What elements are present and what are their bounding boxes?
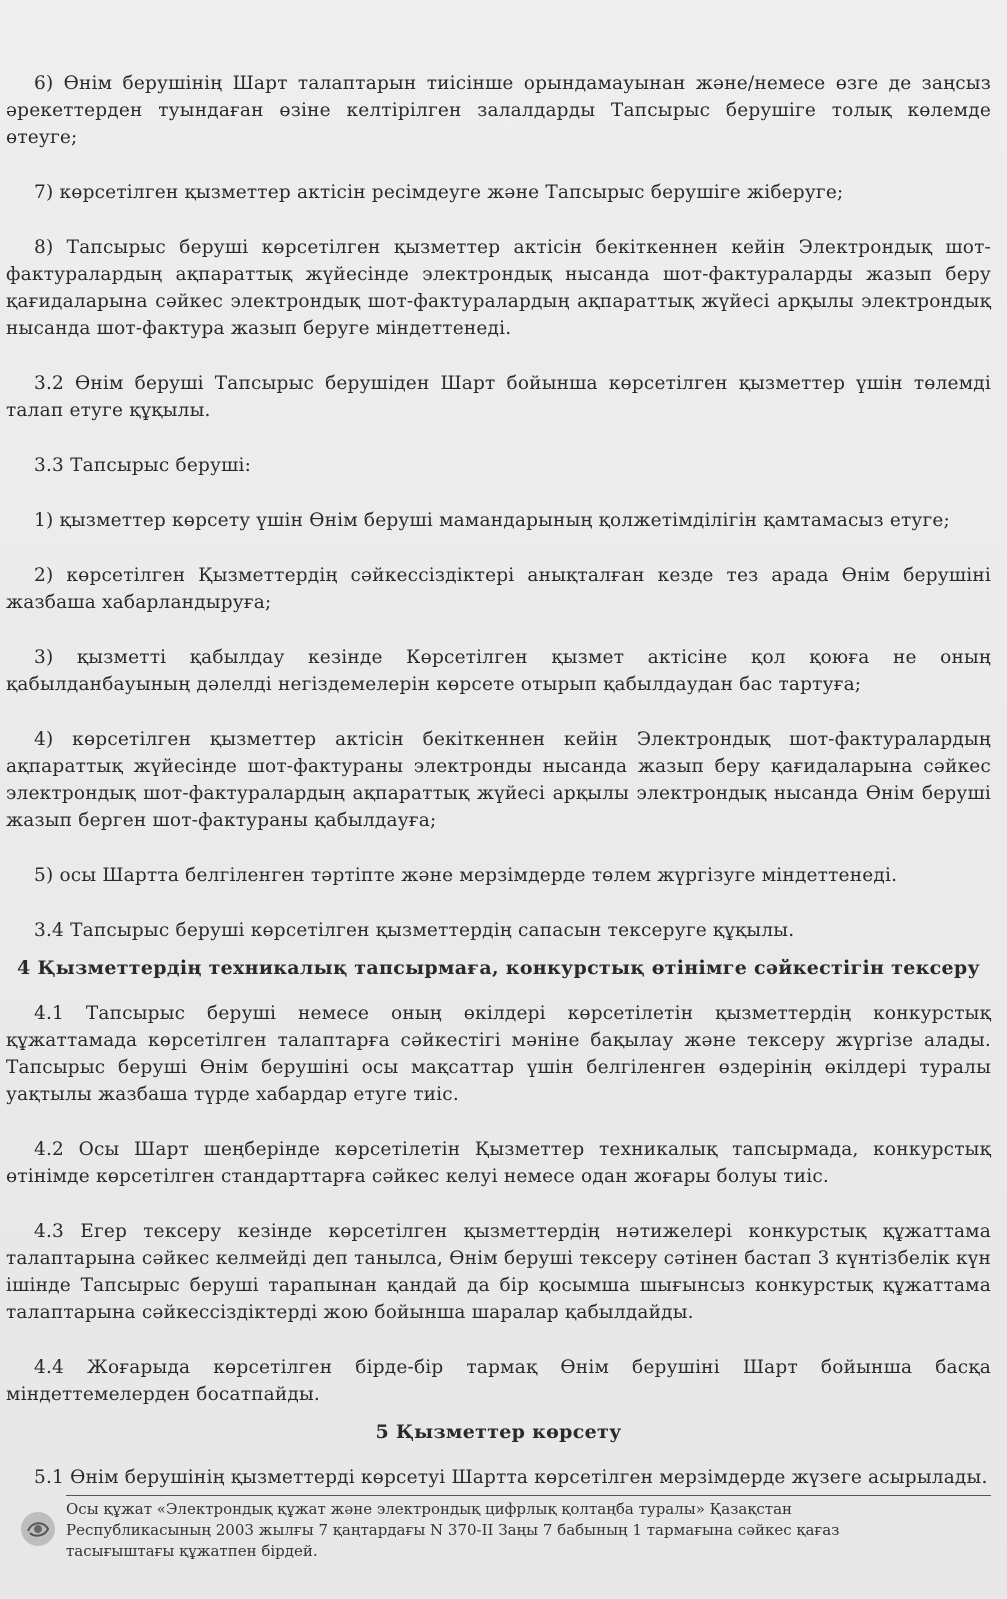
footer-line-3: тасығыштағы құжатпен бірдей.	[66, 1542, 318, 1560]
clause-3-2: 3.2 Өнім беруші Тапсырыс берушіден Шарт бойынша көрсетілген қызметтер үшін төлемді талап етуге құқылы.	[6, 373, 991, 421]
clause-3-3: 3.3 Тапсырыс беруші:	[34, 455, 252, 476]
footer-line-1: Осы құжат «Электрондық құжат және электрондық цифрлық қолтаңба туралы» Қазақстан	[66, 1500, 793, 1518]
document-body	[6, 70, 991, 1519]
clause-3-3-3: 3) қызметті қабылдау кезінде Көрсетілген қызмет актісіне қол қоюға не оның қабылданбауының дәлелді негіздемелерін көрсете отырып қабылдаудан бас тартуға;	[6, 647, 991, 695]
clause-3-3-5: 5) осы Шартта белгіленген тәртіпте және мерзімдерде төлем жүргізуге міндеттенеді.	[34, 865, 898, 886]
clause-3-1-8: 8) Тапсырыс беруші көрсетілген қызметтер актісін бекіткеннен кейін Электрондық шот-фактуралардың ақпараттық жүйесінде электрондық нысанда шот-фактураларды жазып беру қағидаларына сәйкес электрондық шот-фактуралардың ақпараттық жүйесі арқылы электрондық нысанда шот-фактура жазып беруге міндеттенеді.	[6, 237, 991, 339]
section-5-heading: 5 Қызметтер көрсету	[375, 1421, 622, 1443]
clause-4-4: 4.4 Жоғарыда көрсетілген бірде-бір тармақ Өнім берушіні Шарт бойынша басқа міндеттемелерден босатпайды.	[6, 1357, 991, 1405]
footer-line-2: Республикасының 2003 жылғы 7 қаңтардағы N 370-II Заңы 7 бабының 1 тармағына сәйкес қағаз	[66, 1521, 840, 1539]
electronic-signature-seal-icon	[18, 1509, 58, 1549]
clause-3-1-7: 7) көрсетілген қызметтер актісін ресімдеуге және Тапсырыс берушіге жіберуге;	[34, 182, 844, 203]
clause-3-4: 3.4 Тапсырыс беруші көрсетілген қызметтердің сапасын тексеруге құқылы.	[34, 920, 795, 941]
clause-3-3-4: 4) көрсетілген қызметтер актісін бекіткеннен кейін Электрондық шот-фактуралардың ақпараттық жүйесінде шот-фактураны электронды нысанда жазып беру қағидаларына сәйкес электрондық шот-фактуралардың ақпараттық жүйесі арқылы электрондық нысанда Өнім беруші жазып берген шот-фактураны қабылдауға;	[6, 729, 991, 831]
clause-4-2: 4.2 Осы Шарт шеңберінде көрсетілетін Қызметтер техникалық тапсырмада, конкурстық өтінімде көрсетілген стандарттарға сәйкес келуі немесе одан жоғары болуы тиіс.	[6, 1139, 991, 1187]
clause-3-3-2: 2) көрсетілген Қызметтердің сәйкессіздіктері анықталған кезде тез арада Өнім берушіні жазбаша хабарландыруға;	[6, 565, 991, 613]
clause-4-3: 4.3 Егер тексеру кезінде көрсетілген қызметтердің нәтижелері конкурстық құжаттама талаптарына сәйкес келмейді деп танылса, Өнім беруші тексеру сәтінен бастап 3 күнтізбелік күн ішінде Тапсырыс беруші тарапынан қандай да бір қосымша шығынсыз конкурстық құжаттама талаптарына сәйкессіздіктерді жою бойынша шаралар қабылдайды.	[6, 1221, 991, 1323]
footer-divider	[66, 1495, 991, 1496]
clause-4-1: 4.1 Тапсырыс беруші немесе оның өкілдері көрсетілетін қызметтердің конкурстық құжаттамада көрсетілген талаптарға сәйкестігі мәніне бақылау және тексеру жүргізе алады. Тапсырыс беруші Өнім берушіні осы мақсаттар үшін белгіленген өздерінің өкілдері туралы уақтылы жазбаша түрде хабардар етуге тиіс.	[6, 1003, 991, 1105]
section-4-heading: 4 Қызметтердің техникалық тапсырмаға, конкурстық өтінімге сәйкестігін тексеру	[17, 957, 980, 979]
footer-notice	[6, 1495, 991, 1595]
footer-text	[66, 1499, 926, 1562]
clause-5-1: 5.1 Өнім берушінің қызметтерді көрсетуі Шартта көрсетілген мерзімдерде жүзеге асырылады.	[34, 1467, 988, 1488]
clause-3-1-6: 6) Өнім берушінің Шарт талаптарын тиісінше орындамауынан және/немесе өзге де заңсыз әрекеттерден туындаған өзіне келтірілген залалдарды Тапсырыс берушіге толық көлемде өтеуге;	[6, 73, 991, 148]
clause-3-3-1: 1) қызметтер көрсету үшін Өнім беруші мамандарының қолжетімділігін қамтамасыз етуге;	[34, 510, 950, 531]
